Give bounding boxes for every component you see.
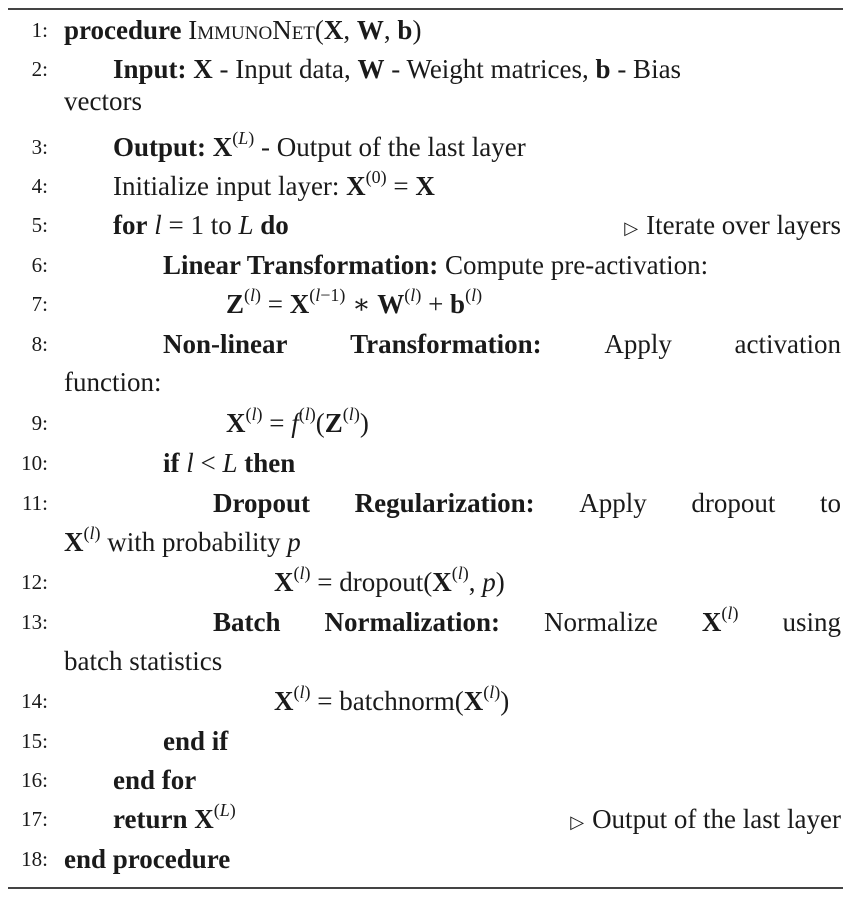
algo-line-8-cont: function: [64, 367, 162, 397]
algo-line-2: 2: Input: X - Input data, W - Weight matrices, b - Bias [31, 54, 682, 84]
algo-line-18: 18: end procedure [21, 844, 231, 874]
algo-line-16: 16: end for [21, 765, 197, 795]
algo-line-6: 6: Linear Transformation: Compute pre-activation: [31, 250, 709, 280]
algo-line-11-cont: $X^{(l)}$ with probability p [64, 523, 301, 557]
algo-line-4: 4: Initialize input layer: $X^{(0)} = X$ [31, 167, 435, 201]
algo-line-13: 13: Batch Normalization: Normalize $X^{(l)}$ using [21, 603, 841, 637]
comment: ▷ Iterate over layers [624, 210, 841, 240]
algo-line-7: 7: $Z^{(l)} = X^{(l-1)}$ ∗ $W^{(l)} + b^{(l)}$ [0, 284, 851, 324]
algo-line-11: 11: Dropout Regularization: Apply dropout to [21, 488, 841, 518]
algo-line-5: 5: for l = 1 to L do ▷ Iterate over layers [0, 205, 851, 245]
algo-line-3: 3: Output: $X^{(L)}$ - Output of the last layer [31, 128, 526, 162]
equation: $X^{(l)}$ = $batchnorm(X^{(l)})$ [274, 682, 510, 716]
algo-line-13-cont: batch statistics [64, 646, 223, 676]
comment: ▷ Output of the last layer [570, 804, 841, 834]
algo-line-15: 15: end if [21, 726, 229, 756]
line-content: procedure ImmunoNet(X, W, b) [64, 15, 422, 45]
algo-line-9: 9: $X^{(l)} = f^{(l)}(Z^{(l)})$ [0, 403, 851, 443]
algo-line-1 [0, 10, 851, 50]
algo-line-2-cont: vectors [64, 86, 142, 116]
line-number: 1: [31, 18, 48, 42]
algo-line-8: 8: Non-linear Transformation: Apply activation [31, 329, 841, 359]
algo-line-17: 17: return $X^{(L)}$ ▷ Output of the last layer [0, 799, 851, 839]
equation: $X^{(l)} = f^{(l)}(Z^{(l)})$ [226, 404, 369, 438]
algo-line-14: 14: $X^{(l)}$ = $batchnorm(X^{(l)})$ [0, 681, 851, 721]
algo-line-12: 12: $X^{(l)}$ = $dropout(X^{(l)}$, p) [0, 562, 851, 602]
algo-line-10: 10: if l < L then [21, 448, 296, 478]
bottom-rule [8, 887, 843, 889]
equation: $Z^{(l)} = X^{(l-1)}$ ∗ $W^{(l)} + b^{(l)}$ [226, 285, 483, 319]
equation: $X^{(l)}$ = $dropout(X^{(l)}$, p) [274, 563, 505, 597]
